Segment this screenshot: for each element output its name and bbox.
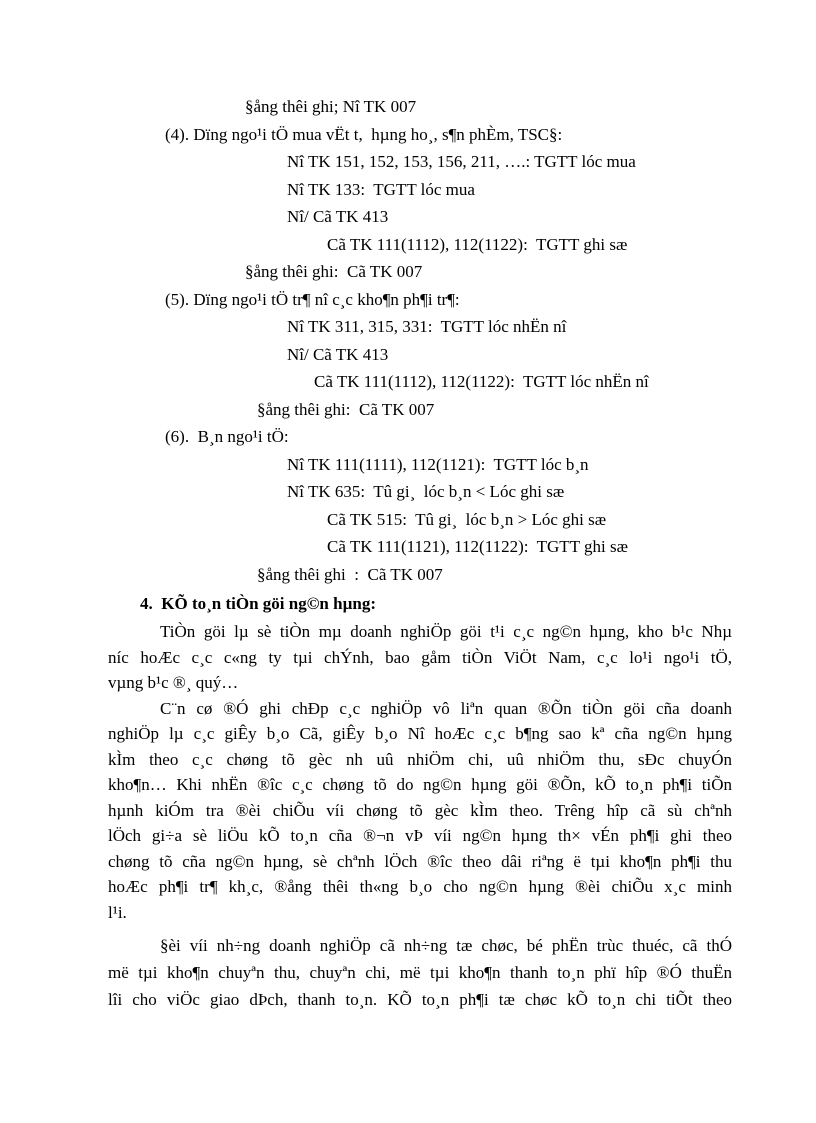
entry-line: Nî TK 151, 152, 153, 156, 211, ….: TGTT lóc mua	[287, 152, 636, 171]
entry-line: Cã TK 111(1121), 112(1122): TGTT ghi sæ	[327, 537, 628, 556]
paragraph-line: më tµi kho¶n chuyªn thu, chuyªn chi, më tµi kho¶n thanh to¸n phï hîp ®Ó thuËn	[108, 963, 732, 982]
entry-line: Nî TK 111(1111), 112(1121): TGTT lóc b¸n	[287, 455, 589, 474]
entry-case-5: (5). Dïng ngo¹i tÖ tr¶ nî c¸c kho¶n ph¶i tr¶:	[165, 290, 460, 309]
paragraph-line: hoÆc ph¶i tr¶ kh¸c, ®ång thêi th«ng b¸o cho ng©n hµng ®èi chiÕu x¸c minh	[108, 877, 732, 896]
paragraph-line: lÖch gi÷a sè liÖu kÕ to¸n cña ®¬n vÞ víi ng©n hµng th× vÉn ph¶i ghi theo	[108, 826, 732, 845]
entry-line: Cã TK 111(1112), 112(1122): TGTT lóc nhËn nî	[314, 372, 649, 391]
paragraph-line: C¨n cø ®Ó ghi chÐp c¸c nghiÖp vô liªn quan ®Õn tiÒn göi cña doanh	[160, 699, 732, 718]
entry-line: Nî TK 133: TGTT lóc mua	[287, 180, 475, 199]
entry-case-4: (4). Dïng ngo¹i tÖ mua vËt t, hµng ho¸, s¶n phÈm, TSC§:	[165, 125, 563, 144]
entry-line: Nî TK 311, 315, 331: TGTT lóc nhËn nî	[287, 317, 567, 336]
entry-line: Nî TK 635: Tû gi¸ lóc b¸n < Lóc ghi sæ	[287, 482, 565, 501]
entry-case-6: (6). B¸n ngo¹i tÖ:	[165, 427, 289, 446]
paragraph-line: hµnh kiÓm tra ®èi chiÕu víi chøng tõ gèc kÌm theo. Trêng hîp cã sù chªnh	[108, 801, 732, 820]
entry-line: Nî/ Cã TK 413	[287, 207, 389, 226]
entry-line: §ång thêi ghi; Nî TK 007	[245, 97, 417, 116]
entry-line: Nî/ Cã TK 413	[287, 345, 389, 364]
entry-line: §ång thêi ghi : Cã TK 007	[257, 565, 443, 584]
paragraph-line: kÌm theo c¸c chøng tõ gèc nh uû nhiÖm chi, uû nhiÖm thu, sÐc chuyÓn	[108, 750, 732, 769]
entry-line: Cã TK 515: Tû gi¸ lóc b¸n > Lóc ghi sæ	[327, 510, 607, 529]
entry-line: Cã TK 111(1112), 112(1122): TGTT ghi sæ	[327, 235, 628, 254]
paragraph-line: lîi cho viÖc giao dÞch, thanh to¸n. KÕ to¸n ph¶i tæ chøc kÕ to¸n chi tiÕt theo	[108, 990, 732, 1009]
entry-line: §ång thêi ghi: Cã TK 007	[257, 400, 435, 419]
paragraph-line: chøng tõ cña ng©n hµng, sè chªnh lÖch ®îc theo dâi riªng ë tµi kho¶n ph¶i thu	[108, 852, 732, 871]
section-heading: 4. KÕ to¸n tiÒn göi ng©n hµng:	[140, 594, 376, 613]
paragraph-line: vµng b¹c ®¸ quý…	[108, 673, 239, 692]
paragraph-line: TiÒn göi lµ sè tiÒn mµ doanh nghiÖp göi t¹i c¸c ng©n hµng, kho b¹c Nhµ	[160, 622, 732, 641]
paragraph-line: nghiÖp lµ c¸c giÊy b¸o Cã, giÊy b¸o Nî hoÆc c¸c b¶ng sao kª cña ng©n hµng	[108, 724, 732, 743]
entry-line: §ång thêi ghi: Cã TK 007	[245, 262, 423, 281]
paragraph-line: níc hoÆc c¸c c«ng ty tµi chÝnh, bao gåm tiÒn ViÖt Nam, c¸c lo¹i ngo¹i tÖ,	[108, 648, 732, 667]
paragraph-line: §èi víi nh÷ng doanh nghiÖp cã nh÷ng tæ chøc, bé phËn trùc thuéc, cã thÓ	[160, 936, 732, 955]
paragraph-line: kho¶n… Khi nhËn ®îc c¸c chøng tõ do ng©n hµng göi ®Õn, kÕ to¸n ph¶i tiÕn	[108, 775, 732, 794]
paragraph-line: l¹i.	[108, 903, 127, 922]
